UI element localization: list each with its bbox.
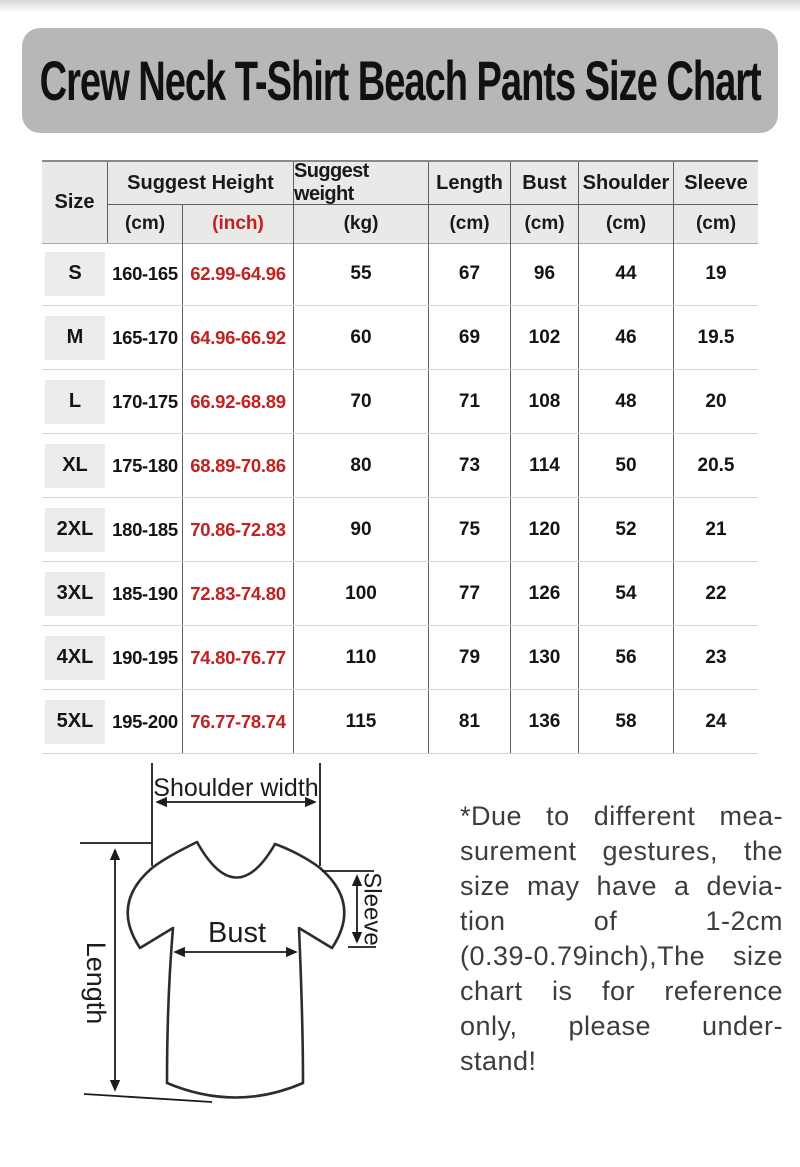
size-cell [42,690,108,753]
weight-cell: 90 [294,498,429,561]
height-cm-cell: 160-165 [108,242,183,305]
sleeve-label: Sleeve [358,872,386,946]
sleeve-cell: 24 [705,710,727,732]
length-cell: 81 [429,690,511,753]
size-badge: 2XL [45,508,105,552]
note-line: size may have a devia- [460,871,783,901]
bust-label: Bust [207,917,267,949]
length-cell: 73 [429,434,511,497]
header-size: Size [42,162,108,243]
header-unit-sleeve-cm: (cm) [695,213,737,234]
header-unit-shoulder-cm: (cm) [579,205,674,243]
table-row [42,434,758,498]
length-cell: 67 [429,242,511,305]
sleeve-cell: 20.5 [697,454,735,476]
height-inch-cell: 74.80-76.77 [183,626,294,689]
shoulder-cell: 52 [579,498,674,561]
height-inch-cell: 72.83-74.80 [183,562,294,625]
size-badge: 4XL [45,636,105,680]
header-unit-height-cm: (cm) [108,205,183,243]
weight-cell: 100 [294,562,429,625]
height-cm-cell: 175-180 [108,434,183,497]
header-length: Length [429,162,511,205]
shoulder-cell: 46 [579,306,674,369]
disclaimer-note [460,799,783,1079]
size-cell [42,370,108,433]
size-cell [42,498,108,561]
size-badge: 3XL [45,572,105,616]
shoulder-cell: 50 [579,434,674,497]
note-line: stand! [460,1046,537,1076]
sleeve-cell: 19 [705,262,727,284]
table-header [42,160,758,244]
bust-cell: 114 [511,434,579,497]
weight-cell: 60 [294,306,429,369]
size-badge: XL [45,444,105,488]
length-cell: 71 [429,370,511,433]
size-badge: 5XL [45,700,105,744]
size-badge: L [45,380,105,424]
title-banner [22,28,778,133]
height-inch-cell: 70.86-72.83 [183,498,294,561]
weight-cell: 110 [294,626,429,689]
shoulder-width-label: Shoulder width [153,774,319,802]
size-cell [42,562,108,625]
table-row [42,690,758,754]
table-row [42,626,758,690]
weight-cell: 80 [294,434,429,497]
header-bust: Bust [511,162,579,205]
height-cm-cell: 190-195 [108,626,183,689]
tshirt-measurement-diagram [55,755,400,1160]
length-bottom-guide-line [84,1094,212,1102]
sleeve-cell: 21 [705,518,727,540]
header-unit-length-cm: (cm) [429,205,511,243]
note-line: *Due to different mea- [460,801,783,831]
note-line: surement gestures, the [460,836,783,866]
height-inch-cell: 66.92-68.89 [183,370,294,433]
height-inch-cell: 68.89-70.86 [183,434,294,497]
bust-cell: 126 [511,562,579,625]
height-inch-cell: 64.96-66.92 [183,306,294,369]
bust-cell: 120 [511,498,579,561]
bust-cell: 108 [511,370,579,433]
bust-cell: 96 [511,242,579,305]
photo-top-edge [0,0,800,12]
weight-cell: 55 [294,242,429,305]
header-sleeve: Sleeve [674,162,758,205]
table-row [42,242,758,306]
header-unit-weight-kg: (kg) [294,205,429,243]
note-line: (0.39-0.79inch),The size [460,941,783,971]
size-cell [42,242,108,305]
size-badge: S [45,252,105,296]
length-cell: 75 [429,498,511,561]
height-inch-cell: 62.99-64.96 [183,242,294,305]
sleeve-cell: 19.5 [697,326,735,348]
shoulder-cell: 58 [579,690,674,753]
height-cm-cell: 180-185 [108,498,183,561]
weight-cell: 70 [294,370,429,433]
height-cm-cell: 185-190 [108,562,183,625]
note-line: chart is for reference [460,976,783,1006]
table-row [42,498,758,562]
header-unit-bust-cm: (cm) [511,205,579,243]
height-cm-cell: 170-175 [108,370,183,433]
height-inch-cell: 76.77-78.74 [183,690,294,753]
bust-cell: 136 [511,690,579,753]
size-cell [42,434,108,497]
height-cm-cell: 195-200 [108,690,183,753]
shoulder-cell: 56 [579,626,674,689]
height-cm-cell: 165-170 [108,306,183,369]
header-shoulder: Shoulder [579,162,674,205]
note-line: tion of 1-2cm [460,906,783,936]
table-row [42,562,758,626]
shoulder-cell: 48 [579,370,674,433]
weight-cell: 115 [294,690,429,753]
bust-cell: 130 [511,626,579,689]
length-cell: 77 [429,562,511,625]
tshirt-outline [128,842,345,1098]
length-cell: 79 [429,626,511,689]
length-cell: 69 [429,306,511,369]
size-cell [42,306,108,369]
size-badge: M [45,316,105,360]
header-unit-height-inch: (inch) [183,205,294,243]
header-suggest-weight: Suggest weight [294,162,429,205]
table-row [42,306,758,370]
shoulder-cell: 54 [579,562,674,625]
size-cell [42,626,108,689]
page-title: Crew Neck T-Shirt Beach Pants Size Chart [39,49,761,112]
sleeve-cell: 22 [705,582,727,604]
sleeve-cell: 20 [705,390,727,412]
shoulder-cell: 44 [579,242,674,305]
table-body [42,242,758,754]
header-suggest-height: Suggest Height [108,162,294,205]
bust-cell: 102 [511,306,579,369]
note-line: only, please under- [460,1011,783,1041]
table-row [42,370,758,434]
sleeve-cell: 23 [705,646,727,668]
length-label: Length [81,941,111,1025]
